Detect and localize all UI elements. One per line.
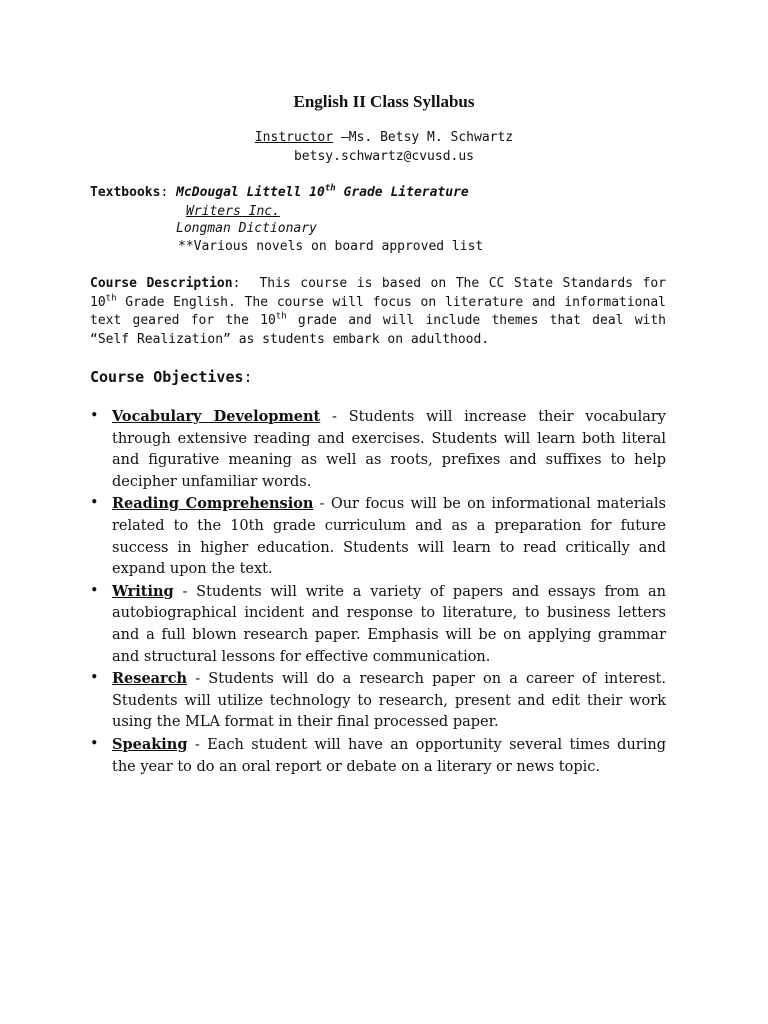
textbooks-line xyxy=(90,185,469,200)
objectives-heading xyxy=(90,368,253,386)
textbook-literature-sup: th xyxy=(324,183,336,194)
objectives-heading-text: Course Objectives xyxy=(90,368,244,386)
course-description-text-1: This course is based on The CC State Standards for 10 xyxy=(90,276,674,310)
objective-text: - Students will write a variety of papers and essays from an autobiographical incident and response to literature, to business letters and a full blown research paper. Emphasis will be on applying grammar and structural lessons for effective communication. xyxy=(112,583,666,665)
objective-text: - Our focus will be on informational materials related to the 10th grade curriculum and as a preparation for future success in higher education. Students will learn to read critically and expand upon the text. xyxy=(112,496,666,578)
textbook-dictionary: Longman Dictionary xyxy=(176,221,317,236)
objective-item xyxy=(90,406,666,493)
course-description-colon: : xyxy=(232,276,241,291)
bullet-icon: • xyxy=(90,582,99,599)
course-description-label: Course Description xyxy=(90,276,233,291)
objective-text: - Each student will have an opportunity several times during the year to do an oral report or debate on a literary or news topic. xyxy=(112,736,666,775)
textbook-writers-inc: Writers Inc. xyxy=(186,204,280,219)
objective-label: Reading Comprehension xyxy=(112,495,314,513)
bullet-icon: • xyxy=(90,735,99,752)
objective-text: - Students will do a research paper on a career of interest. Students will utilize technology to research, present and edit their work using the MLA format in their final processed paper. xyxy=(112,671,666,731)
bullet-icon: • xyxy=(90,495,99,512)
bullet-icon: • xyxy=(90,408,99,424)
textbook-novels: **Various novels on board approved list xyxy=(178,239,484,254)
instructor-email: betsy.schwartz@cvusd.us xyxy=(293,149,474,164)
objective-item xyxy=(90,493,666,580)
course-description-sup-2: th xyxy=(275,311,287,322)
bullet-icon: • xyxy=(90,670,99,687)
objective-label: Speaking xyxy=(112,735,188,753)
textbooks-label: Textbooks xyxy=(90,185,161,200)
instructor-line xyxy=(0,130,768,145)
textbook-literature xyxy=(176,185,469,200)
course-description-text-2: Grade English. The course will focus on literature and informational text geared for the 10 xyxy=(90,294,666,328)
objective-text: - Students will increase their vocabulary through extensive reading and exercises. Students will learn both literal and figurative meaning as well as roots, prefixes and suffixes to help decipher unfamiliar words. xyxy=(112,409,666,490)
course-description xyxy=(90,275,674,349)
textbook-literature-title: McDougal Littell 10 xyxy=(176,185,325,200)
instructor-name: –Ms. Betsy M. Schwartz xyxy=(333,130,514,145)
instructor-label: Instructor xyxy=(254,130,334,145)
objective-item xyxy=(90,581,666,668)
objective-label: Research xyxy=(112,670,188,688)
course-description-text-3: grade and will include themes that deal with “Self Realization” as students embark on adulthood. xyxy=(90,313,667,347)
course-description-sup-1: th xyxy=(105,293,117,304)
objective-item xyxy=(90,668,666,734)
objectives-list xyxy=(90,406,666,778)
objective-label: Vocabulary Development xyxy=(112,408,321,425)
textbook-literature-tail: Grade Literature xyxy=(335,185,469,200)
objective-label: Writing xyxy=(112,582,174,600)
objectives-heading-colon: : xyxy=(243,368,253,386)
page-title: English II Class Syllabus xyxy=(293,92,475,111)
textbooks-colon: : xyxy=(160,185,169,200)
objective-item xyxy=(90,734,666,778)
